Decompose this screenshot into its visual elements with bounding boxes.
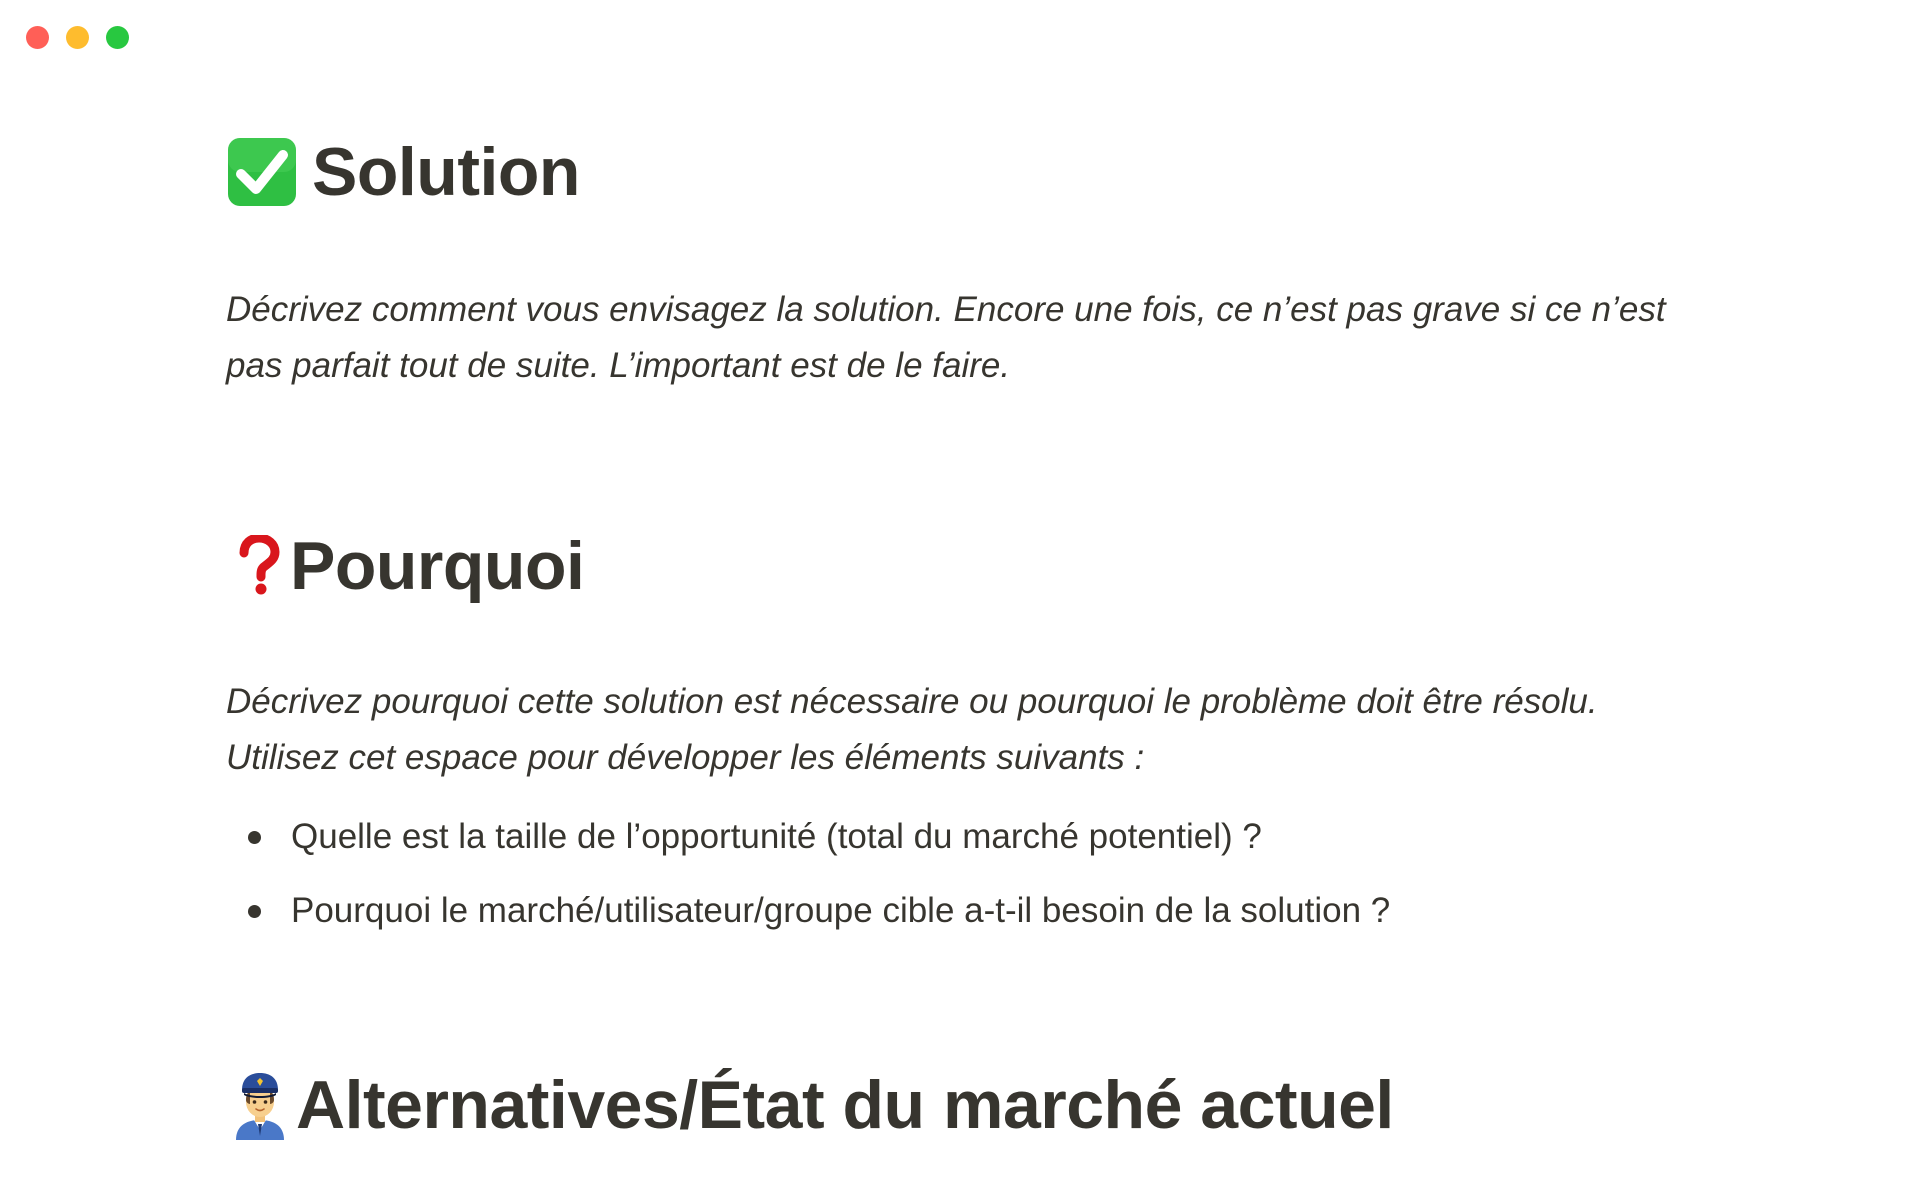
heading-solution-text: Solution [312,134,580,210]
list-item-text: Pourquoi le marché/utilisateur/groupe cible a-t-il besoin de la solution ? [291,891,1391,930]
pourquoi-description-line: Décrivez pourquoi cette solution est nécessaire ou pourquoi le problème doit être résolu. [226,682,1598,721]
solution-description-line: Décrivez comment vous envisagez la solution. Encore une fois, ce n’est pas grave si ce n’est [226,290,1666,329]
red-question-mark-icon [238,535,280,597]
list-item-text: Quelle est la taille de l’opportunité (total du marché potentiel) ? [291,817,1262,856]
close-window-button[interactable] [26,26,49,49]
police-officer-icon [230,1070,290,1140]
pourquoi-description[interactable] [226,674,1726,786]
list-item[interactable] [226,800,1390,874]
heading-alternatives[interactable] [226,1066,1394,1144]
check-mark-button-icon [226,136,298,208]
zoom-window-button[interactable] [106,26,129,49]
bullet-dot-icon [248,831,261,844]
bullet-dot-icon [248,905,261,918]
solution-description-line: pas parfait tout de suite. L’important est de le faire. [226,346,1011,385]
heading-pourquoi[interactable] [226,527,584,605]
window-controls [26,26,129,49]
solution-description[interactable] [226,282,1726,394]
list-item[interactable] [226,874,1390,948]
pourquoi-bullet-list [226,800,1390,948]
pourquoi-description-line: Utilisez cet espace pour développer les éléments suivants : [226,738,1145,777]
heading-pourquoi-text: Pourquoi [290,528,585,604]
heading-alternatives-text: Alternatives/État du marché actuel [296,1067,1394,1143]
minimize-window-button[interactable] [66,26,89,49]
heading-solution[interactable] [226,133,580,211]
